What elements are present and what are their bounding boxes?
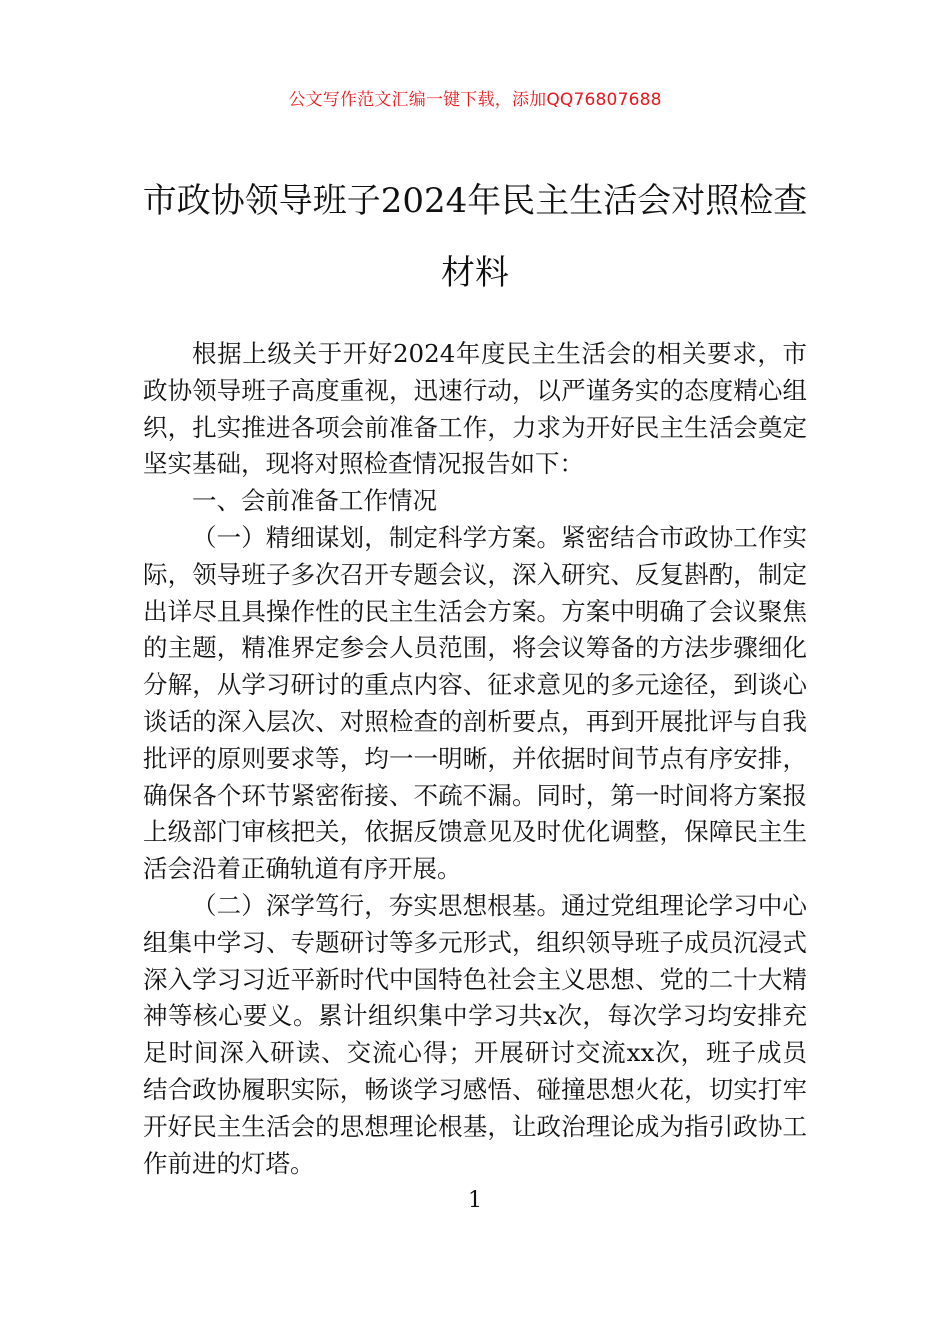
intro-paragraph: 根据上级关于开好2024年度民主生活会的相关要求，市政协领导班子高度重视，迅速行动，以严谨务实的态度精心组织，扎实推进各项会前准备工作，力求为开好民主生活会奠定坚实基础，现将对照检查情况报告如下： (143, 339, 807, 479)
page-number: 1 (468, 1188, 482, 1213)
promo-banner: 公文写作范文汇编一键下载，添加QQ76807688 (288, 90, 662, 110)
body-paragraph: （二）深学笃行，夯实思想根基。通过党组理论学习中心组集中学习、专题研讨等多元形式，组织领导班子成员沉浸式深入学习习近平新时代中国特色社会主义思想、党的二十大精神等核心要义。累计组织集中学习共x次，每次学习均安排充足时间深入研读、交流心得；开展研讨交流xx次，班子成员结合政协履职实际，畅谈学习感悟、碰撞思想火花，切实打牢开好民主生活会的思想理论根基，让政治理论成为指引政协工作前进的灯塔。 (143, 890, 807, 1178)
section-heading: 一、会前准备工作情况 (192, 486, 437, 516)
body-paragraph: （一）精细谋划，制定科学方案。紧密结合市政协工作实际，领导班子多次召开专题会议，深入研究、反复斟酌，制定出详尽且具操作性的民主生活会方案。方案中明确了会议聚焦的主题，精准界定参会人员范围，将会议筹备的方法步骤细化分解，从学习研讨的重点内容、征求意见的多元途径，到谈心谈话的深入层次、对照检查的剖析要点，再到开展批评与自我批评的原则要求等，均一一明晰，并依据时间节点有序安排，确保各个环节紧密衔接、不疏不漏。同时，第一时间将方案报上级部门审核把关，依据反馈意见及时优化调整，保障民主生活会沿着正确轨道有序开展。 (143, 522, 807, 884)
document-body (143, 336, 807, 1182)
document-title: 市政协领导班子2024年民主生活会对照检查材料 (142, 181, 808, 293)
